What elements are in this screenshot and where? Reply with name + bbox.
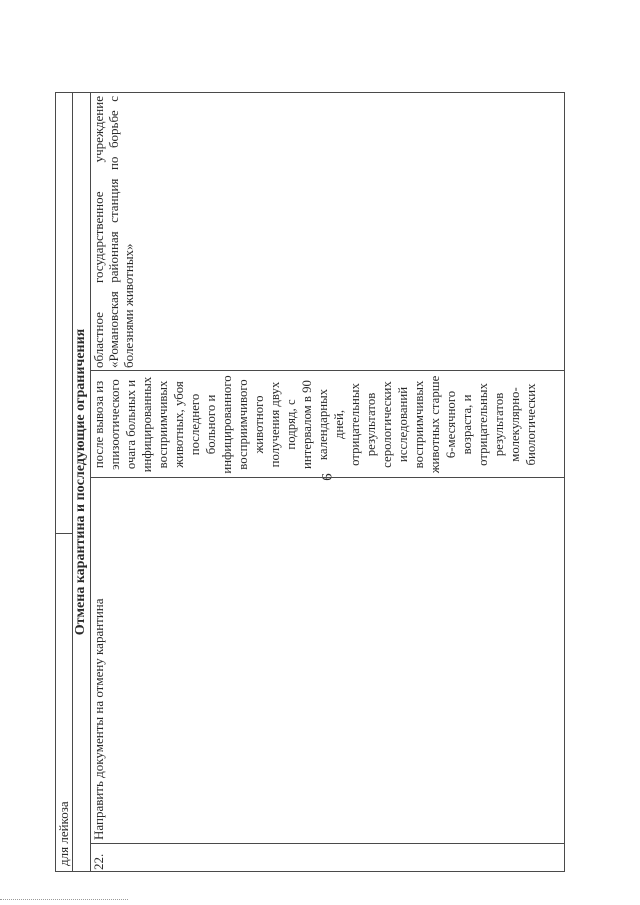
term-line: результатов — [492, 392, 506, 457]
regulation-table — [55, 92, 565, 872]
term-line: восприимчивых — [412, 380, 426, 469]
term-line: результатов — [364, 392, 378, 457]
term-line: животных, убоя — [172, 381, 186, 468]
term-line: 6-месячного — [444, 390, 458, 459]
term-line: возраста, и — [460, 394, 474, 455]
row-action: Направить документы на отмену карантина — [91, 598, 106, 840]
term-line: инфицированных — [140, 376, 154, 473]
term-line: интервалом в 90 — [300, 380, 314, 469]
responsible-line: «Романовская районная станция по борьбе с — [106, 96, 121, 368]
responsible-line: областное государственное учреждение — [91, 96, 106, 368]
row-number: 22. — [91, 853, 106, 870]
row-responsible — [91, 96, 136, 368]
column-divider — [90, 843, 565, 844]
page-number: 9 — [318, 473, 334, 481]
term-line: эпизоотического — [108, 379, 122, 470]
term-line: после вывоза из — [92, 380, 106, 469]
term-line: больного и — [204, 394, 218, 455]
term-line: подряд, с — [284, 399, 298, 450]
column-divider — [55, 871, 565, 872]
section-title: Отмена карантина и последующие ограничения — [73, 328, 88, 636]
term-line: восприимчивого — [236, 379, 250, 470]
term-line: инфицированного — [220, 375, 234, 474]
term-line: получения двух — [268, 381, 282, 468]
term-line: исследований — [396, 386, 410, 463]
term-line: животных старше — [428, 375, 442, 474]
responsible-line: болезнями животных» — [121, 243, 136, 368]
term-line: дней, — [332, 409, 346, 440]
column-divider — [90, 370, 565, 371]
scan-edge-dots — [0, 899, 128, 900]
term-line: биологических — [524, 383, 538, 466]
term-line: отрицательных — [476, 383, 490, 466]
term-line: серологических — [380, 381, 394, 468]
term-line: молекулярно- — [508, 387, 522, 462]
term-line: восприимчивых — [156, 380, 170, 469]
term-line: последнего — [188, 393, 202, 456]
previous-row-text: для лейкоза — [56, 801, 71, 866]
term-line: календарных — [316, 388, 330, 461]
term-line: очага больных и — [124, 379, 138, 470]
column-divider — [90, 477, 565, 478]
column-divider — [55, 533, 72, 534]
term-line: отрицательных — [348, 383, 362, 466]
row-term — [91, 373, 539, 476]
term-line: животного — [252, 395, 266, 454]
